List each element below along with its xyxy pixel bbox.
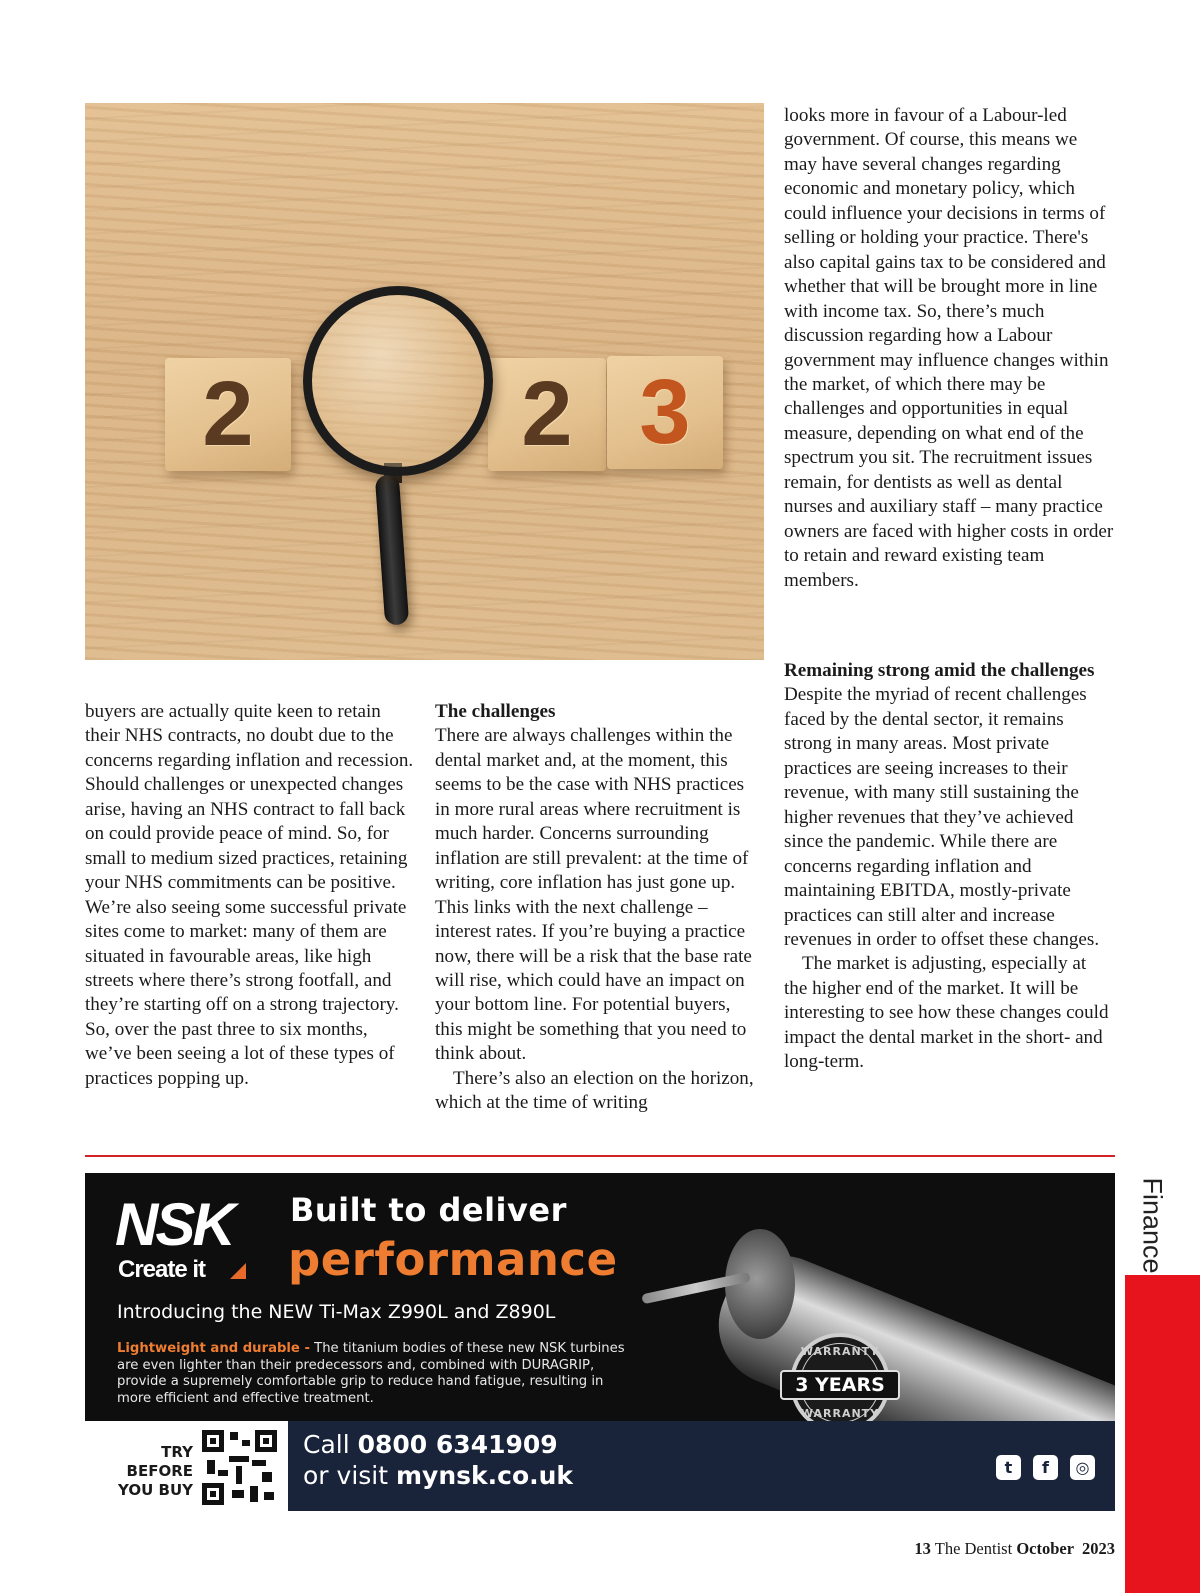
body-paragraph: There’s also an election on the horizon, which at the time of writing	[435, 1067, 754, 1114]
warranty-years: 3 YEARS	[780, 1370, 900, 1400]
body-paragraph: There are always challenges within the dental market and, at the moment, this seems to be the case with NHS practices in more rural areas where recruitment is much harder. Concerns surrounding inflation are still prevalent: at the time of writing, core inflation has just gone up. This links with the next challenge – interest rates. If you’re buying a practice now, there will be a risk that the base rate will rise, which could have an impact on your bottom line. For potential buyers, this might be something that you need to think about.	[435, 725, 752, 1065]
section-tab	[1132, 1170, 1172, 1280]
article-column-1	[85, 700, 415, 1091]
block-digit: 2	[521, 363, 573, 465]
nsk-advert[interactable]	[85, 1173, 1115, 1511]
call-prefix: Call	[303, 1430, 358, 1459]
social-icons	[996, 1455, 1095, 1480]
article-column-2	[435, 700, 755, 1116]
article-column-3	[784, 104, 1114, 593]
section-tab-label: Finance	[1137, 1176, 1168, 1274]
ad-body	[117, 1341, 637, 1407]
try-line: BEFORE	[126, 1462, 193, 1480]
body-paragraph: The market is adjusting, especially at the higher end of the market. It will be interesting to see how these changes could impact the dental market in the short- and long-term.	[784, 953, 1109, 1073]
nsk-logo: NSK	[115, 1191, 233, 1258]
warranty-top-text: WARRANTY	[800, 1345, 880, 1358]
website-link[interactable]: mynsk.co.uk	[395, 1461, 574, 1490]
ad-body-text: The titanium bodies of these new NSK turbines are even lighter than their predecessors and, combined with DURAGRIP, provide a supremely comfortable grip to reduce hand fatigue, resulting in more efficient and effective treatment.	[117, 1341, 625, 1406]
section-color-bar	[1125, 1275, 1200, 1593]
ad-intro: Introducing the NEW Ti-Max Z990L and Z890L	[117, 1301, 556, 1323]
magnifying-glass-icon	[303, 286, 493, 476]
twitter-icon[interactable]: t	[996, 1455, 1021, 1480]
wood-block-2	[488, 358, 606, 471]
triangle-icon	[230, 1263, 246, 1279]
article-column-3-lower	[784, 659, 1114, 1075]
phone-number[interactable]: 0800 6341909	[357, 1430, 558, 1459]
page-footer	[914, 1539, 1115, 1559]
qr-code-icon[interactable]	[202, 1430, 277, 1505]
divider-rule	[85, 1155, 1115, 1157]
try-before-you-buy	[103, 1443, 193, 1500]
instagram-icon[interactable]: ◎	[1070, 1455, 1095, 1480]
body-paragraph: looks more in favour of a Labour-led government. Of course, this means we may have several changes regarding economic and monetary policy, which could influence your decisions in terms of selling or holding your practice. There's also capital gains tax to be considered and whether that will be brought more in line with income tax. So, there’s much discussion regarding how a Labour government may influence changes within the market, of which there may be challenges and opportunities in equal measure, depending on what end of the spectrum you sit. The recruitment issues remain, for dentists as well as dental nurses and auxiliary staff – many practice owners are faced with higher costs in order to retain and reward existing team members.	[784, 105, 1114, 591]
nsk-tagline: Create it	[118, 1256, 206, 1283]
ad-headline: Built to deliver	[290, 1191, 567, 1229]
hero-photo	[85, 103, 764, 660]
facebook-icon[interactable]: f	[1033, 1455, 1058, 1480]
body-paragraph: Despite the myriad of recent challenges faced by the dental sector, it remains strong in many areas. Most private practices are seeing increases to their revenue, with many still sustaining the higher revenues that they’ve achieved since the pandemic. While there are concerns regarding inflation and maintaining EBITDA, mostly-private practices can still alter and increase revenues in order to offset these changes.	[784, 684, 1100, 950]
block-digit: 2	[202, 363, 254, 465]
ad-headline-accent: performance	[288, 1233, 618, 1286]
ad-contact	[303, 1429, 573, 1491]
wood-block-3	[607, 356, 723, 469]
block-digit: 3	[639, 361, 691, 463]
try-line: TRY	[161, 1443, 193, 1461]
body-paragraph: buyers are actually quite keen to retain their NHS contracts, no doubt due to the concerns regarding inflation and recession. Should challenges or unexpected changes arise, having an NHS contract to fall back on could provide peace of mind. So, for small to medium sized practices, retaining your NHS commitments can be positive. We’re also seeing some successful private sites come to market: many of them are situated in favourable areas, like high streets where there’s strong footfall, and they’re starting off on a strong trajectory. So, over the past three to six months, we’ve been seeing a lot of these types of practices popping up.	[85, 701, 414, 1089]
page-number: 13	[914, 1539, 931, 1558]
magnifier-handle	[375, 474, 409, 625]
try-line: YOU BUY	[118, 1481, 193, 1499]
issue-date: October 2023	[1016, 1539, 1115, 1558]
section-heading: The challenges	[435, 701, 556, 722]
visit-prefix: or visit	[303, 1461, 396, 1490]
ad-body-highlight: Lightweight and durable -	[117, 1341, 310, 1356]
wood-block-1	[165, 358, 291, 471]
publication-name: The Dentist	[934, 1539, 1013, 1558]
warranty-bottom-text: WARRANTY	[800, 1407, 880, 1420]
section-heading: Remaining strong amid the challenges	[784, 660, 1095, 681]
